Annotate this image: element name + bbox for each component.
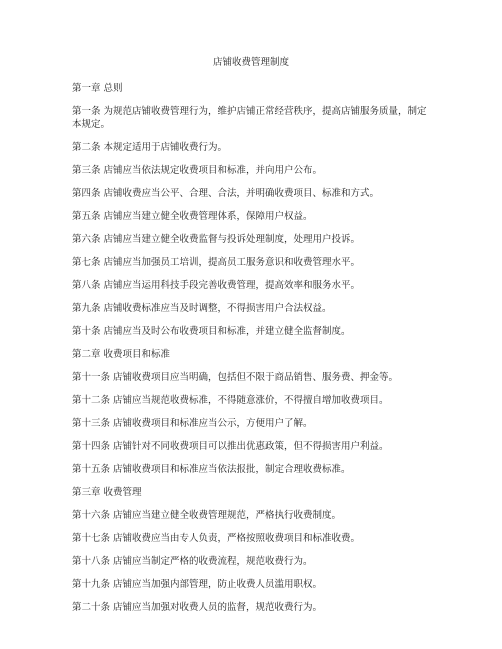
article-2: 第二条 本规定适用于店铺收费行为。 — [72, 142, 228, 153]
article-19: 第十九条 店铺应当加强内部管理，防止收费人员滥用职权。 — [72, 579, 323, 590]
chapter-heading-1: 第一章 总则 — [72, 83, 123, 94]
article-9: 第九条 店铺收费标准应当及时调整，不得损害用户合法权益。 — [72, 303, 332, 314]
document-body — [72, 82, 430, 614]
chapter-heading-2: 第二章 收费项目和标准 — [72, 349, 171, 360]
article-5: 第五条 店铺应当建立健全收费管理体系，保障用户权益。 — [72, 211, 313, 222]
article-4: 第四条 店铺收费应当公平、合理、合法，并明确收费项目、标准和方式。 — [72, 188, 380, 199]
article-14: 第十四条 店铺针对不同收费项目可以推出优惠政策，但不得损害用户利益。 — [72, 441, 389, 452]
article-8: 第八条 店铺应当运用科技手段完善收费管理，提高效率和服务水平。 — [72, 280, 361, 291]
article-7: 第七条 店铺应当加强员工培训，提高员工服务意识和收费管理水平。 — [72, 257, 361, 268]
article-1: 第一条 为规范店铺收费管理行为，维护店铺正常经营秩序，提高店铺服务质量，制定本规定。 — [72, 106, 427, 130]
article-20: 第二十条 店铺应当加强对收费人员的监督，规范收费行为。 — [72, 602, 323, 613]
chapter-heading-3: 第三章 收费管理 — [72, 487, 142, 498]
article-16: 第十六条 店铺应当建立健全收费管理规范，严格执行收费制度。 — [72, 510, 342, 521]
article-18: 第十八条 店铺应当制定严格的收费流程，规范收费行为。 — [72, 556, 313, 567]
article-12: 第十二条 店铺应当规范收费标准，不得随意涨价，不得擅自增加收费项目。 — [72, 395, 389, 406]
article-6: 第六条 店铺应当建立健全收费监督与投诉处理制度，处理用户投诉。 — [72, 234, 361, 245]
document-title: 店铺收费管理制度 — [212, 57, 289, 68]
article-15: 第十五条 店铺收费项目和标准应当依法报批，制定合理收费标准。 — [72, 464, 351, 475]
article-10: 第十条 店铺应当及时公布收费项目和标准，并建立健全监督制度。 — [72, 326, 351, 337]
article-13: 第十三条 店铺收费项目和标准应当公示，方便用户了解。 — [72, 418, 313, 429]
article-3: 第三条 店铺应当依法规定收费项目和标准，并向用户公布。 — [72, 165, 323, 176]
article-17: 第十七条 店铺收费应当由专人负责，严格按照收费项目和标准收费。 — [72, 533, 361, 544]
article-11: 第十一条 店铺收费项目应当明确，包括但不限于商品销售、服务费、押金等。 — [72, 372, 399, 383]
